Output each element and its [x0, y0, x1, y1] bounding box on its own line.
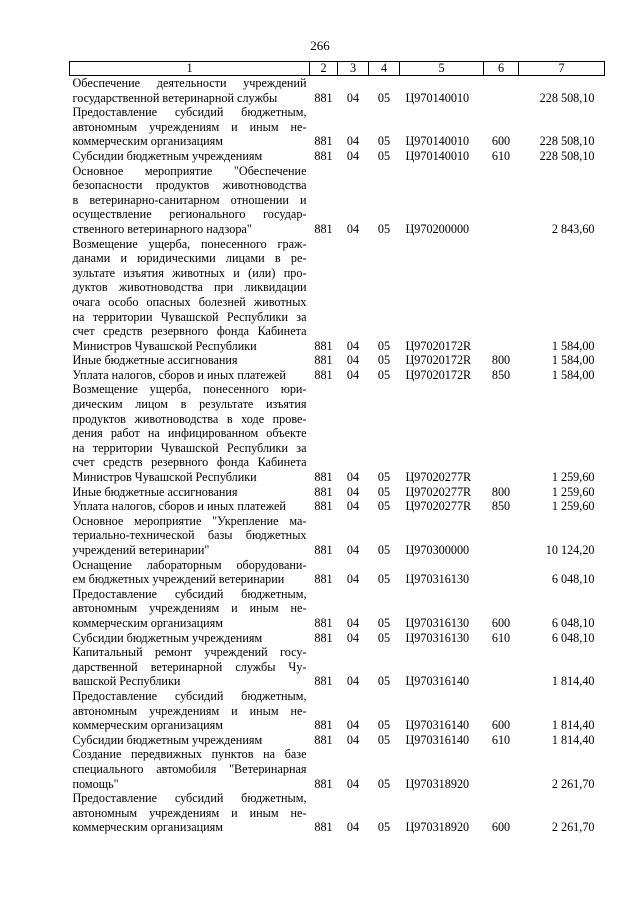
header-col-6: 6: [484, 62, 519, 76]
expense-type-code: [484, 76, 519, 106]
subsection-code: 05: [377, 732, 391, 747]
ministry-code: 881: [314, 90, 333, 105]
table-row: [70, 747, 605, 791]
row-description: [70, 76, 310, 106]
row-description: [70, 164, 310, 237]
expense-type-code: [484, 382, 519, 484]
ministry-code: 881: [314, 718, 333, 733]
table-row: [70, 791, 605, 835]
amount: 1 259,60: [551, 470, 595, 485]
subsection-code: 05: [377, 572, 391, 587]
table-header: [70, 62, 605, 76]
table-row: [70, 631, 605, 646]
ministry-code: 881: [314, 134, 333, 149]
description-line: Иные бюджетные ассигнования: [72, 484, 238, 499]
subsection-code: 05: [377, 367, 391, 382]
amount: 1 814,40: [551, 674, 595, 689]
subsection-code: 05: [377, 148, 391, 163]
description-line: государственной ветеринарной службы: [72, 90, 278, 105]
row-description: [70, 499, 310, 514]
row-description: [70, 645, 310, 689]
target-article-code: Ц97020277R: [405, 499, 472, 514]
description-line: Предоставление субсидий бюджетным,: [72, 791, 307, 806]
amount: 1 814,40: [551, 732, 595, 747]
amount: 2 843,60: [551, 221, 595, 236]
description-line: Субсидии бюджетным учреждениям: [72, 148, 263, 163]
description-line: в ветеринарно-санитарном отношении и: [72, 192, 307, 207]
ministry-code: 881: [314, 776, 333, 791]
row-description: [70, 368, 310, 383]
amount: 1 584,00: [551, 367, 595, 382]
target-article-code: Ц970140010: [405, 90, 470, 105]
ministry-code: 881: [314, 674, 333, 689]
description-line: автономным учреждениям и иным не-: [72, 805, 307, 820]
expense-type-code: [484, 645, 519, 689]
expense-type-code: 850: [491, 367, 511, 382]
table-row: [70, 164, 605, 237]
section-code: 04: [346, 221, 360, 236]
amount: 1 584,00: [551, 338, 595, 353]
row-description: [70, 237, 310, 354]
table-row: [70, 237, 605, 354]
header-col-1: 1: [70, 62, 310, 76]
section-code: 04: [346, 484, 360, 499]
header-row: [70, 62, 605, 76]
description-line: териально-технической базы бюджетных: [72, 528, 307, 543]
target-article-code: Ц970316130: [405, 615, 470, 630]
description-line: помощь": [72, 776, 119, 791]
row-description: [70, 105, 310, 149]
subsection-code: 05: [377, 630, 391, 645]
subsection-code: 05: [377, 338, 391, 353]
description-line: дическим лицом в результате изъятия: [72, 397, 307, 412]
description-line: Министров Чувашской Республики: [72, 338, 257, 353]
amount: 6 048,10: [551, 630, 595, 645]
description-line: автономным учреждениям и иным не-: [72, 119, 307, 134]
header-col-5: 5: [400, 62, 484, 76]
amount: 1 584,00: [551, 353, 595, 368]
description-line: Создание передвижных пунктов на базе: [72, 747, 307, 762]
ministry-code: 881: [314, 820, 333, 835]
table-row: [70, 499, 605, 514]
ministry-code: 881: [314, 615, 333, 630]
description-line: безопасности продуктов животноводства: [72, 178, 307, 193]
target-article-code: Ц97020172R: [405, 338, 472, 353]
row-description: [70, 558, 310, 587]
amount: 228 508,10: [539, 148, 595, 163]
expense-type-code: 800: [491, 484, 511, 499]
table-row: [70, 149, 605, 164]
amount: 6 048,10: [551, 615, 595, 630]
table-row: [70, 558, 605, 587]
section-code: 04: [346, 543, 360, 557]
description-line: вашской Республики: [72, 674, 181, 689]
description-line: ственного ветеринарного надзора": [72, 221, 252, 236]
row-description: [70, 791, 310, 835]
table-row: [70, 105, 605, 149]
expense-type-code: 610: [491, 630, 511, 645]
budget-table-container: [69, 61, 604, 835]
subsection-code: 05: [377, 353, 391, 368]
table-row: [70, 76, 605, 106]
table-row: [70, 353, 605, 368]
description-line: коммерческим организациям: [72, 820, 223, 835]
section-code: 04: [346, 820, 360, 835]
description-line: осуществление регионального государ-: [72, 207, 307, 222]
expense-type-code: [484, 558, 519, 587]
ministry-code: 881: [314, 630, 333, 645]
ministry-code: 881: [314, 572, 333, 587]
row-description: [70, 382, 310, 484]
description-line: очага особо опасных болезней животных: [72, 294, 307, 309]
description-line: коммерческим организациям: [72, 134, 223, 149]
section-code: 04: [346, 615, 360, 630]
description-line: Основное мероприятие "Укрепление ма-: [72, 513, 307, 528]
section-code: 04: [346, 353, 360, 368]
subsection-code: 05: [377, 543, 391, 557]
target-article-code: Ц970300000: [405, 543, 470, 557]
expense-type-code: 600: [491, 718, 511, 733]
amount: 1 814,40: [551, 718, 595, 733]
description-line: зультате изъятия животных и (или) про-: [72, 265, 307, 280]
amount: 10 124,20: [545, 543, 595, 557]
description-line: автономным учреждениям и иным не-: [72, 703, 307, 718]
table-row: [70, 514, 605, 558]
ministry-code: 881: [314, 148, 333, 163]
target-article-code: Ц970318920: [405, 820, 470, 835]
description-line: Иные бюджетные ассигнования: [72, 353, 238, 368]
section-code: 04: [346, 776, 360, 791]
description-line: Министров Чувашской Республики: [72, 470, 257, 485]
section-code: 04: [346, 499, 360, 514]
subsection-code: 05: [377, 776, 391, 791]
description-line: учреждений ветеринарии": [72, 543, 210, 557]
target-article-code: Ц970316130: [405, 630, 470, 645]
section-code: 04: [346, 732, 360, 747]
expense-type-code: 850: [491, 499, 511, 514]
description-line: Уплата налогов, сборов и иных платежей: [72, 499, 286, 514]
header-col-7: 7: [519, 62, 605, 76]
subsection-code: 05: [377, 718, 391, 733]
target-article-code: Ц97020172R: [405, 353, 472, 368]
table-row: [70, 382, 605, 484]
subsection-code: 05: [377, 820, 391, 835]
section-code: 04: [346, 90, 360, 105]
amount: 2 261,70: [551, 776, 595, 791]
description-line: Оснащение лабораторным оборудовани-: [72, 557, 307, 572]
section-code: 04: [346, 718, 360, 733]
ministry-code: 881: [314, 367, 333, 382]
target-article-code: Ц97020277R: [405, 470, 472, 485]
section-code: 04: [346, 470, 360, 485]
section-code: 04: [346, 572, 360, 587]
table-row: [70, 587, 605, 631]
description-line: автономным учреждениям и иным не-: [72, 601, 307, 616]
ministry-code: 881: [314, 338, 333, 353]
target-article-code: Ц970316140: [405, 674, 470, 689]
subsection-code: 05: [377, 499, 391, 514]
target-article-code: Ц970200000: [405, 221, 470, 236]
description-line: ем бюджетных учреждений ветеринарии: [72, 572, 285, 587]
description-line: Капитальный ремонт учреждений госу-: [72, 645, 307, 660]
ministry-code: 881: [314, 732, 333, 747]
description-line: на территории Чувашской Республики за: [72, 309, 307, 324]
ministry-code: 881: [314, 484, 333, 499]
budget-table: [69, 61, 605, 835]
target-article-code: Ц970316140: [405, 718, 470, 733]
description-line: счет средств резервного фонда Кабинета: [72, 455, 307, 470]
section-code: 04: [346, 338, 360, 353]
ministry-code: 881: [314, 470, 333, 485]
description-line: Основное мероприятие "Обеспечение: [72, 163, 307, 178]
row-description: [70, 631, 310, 646]
description-line: Предоставление субсидий бюджетным,: [72, 586, 307, 601]
ministry-code: 881: [314, 353, 333, 368]
expense-type-code: 600: [491, 820, 511, 835]
row-description: [70, 689, 310, 733]
description-line: дуктов животноводства при ликвидации: [72, 280, 307, 295]
description-line: Обеспечение деятельности учреждений: [72, 76, 307, 90]
description-line: Предоставление субсидий бюджетным,: [72, 688, 307, 703]
table-row: [70, 645, 605, 689]
expense-type-code: [484, 747, 519, 791]
ministry-code: 881: [314, 499, 333, 514]
section-code: 04: [346, 148, 360, 163]
row-description: [70, 514, 310, 558]
ministry-code: 881: [314, 221, 333, 236]
amount: 2 261,70: [551, 820, 595, 835]
target-article-code: Ц970140010: [405, 148, 470, 163]
target-article-code: Ц970318920: [405, 776, 470, 791]
subsection-code: 05: [377, 615, 391, 630]
table-body: [70, 76, 605, 835]
table-row: [70, 368, 605, 383]
section-code: 04: [346, 367, 360, 382]
subsection-code: 05: [377, 484, 391, 499]
amount: 228 508,10: [539, 90, 595, 105]
target-article-code: Ц97020172R: [405, 367, 472, 382]
target-article-code: Ц970140010: [405, 134, 470, 149]
header-col-2: 2: [310, 62, 338, 76]
row-description: [70, 747, 310, 791]
description-line: Возмещение ущерба, понесенного юри-: [72, 382, 307, 397]
description-line: продуктов животноводства в ходе прове-: [72, 411, 307, 426]
subsection-code: 05: [377, 134, 391, 149]
section-code: 04: [346, 630, 360, 645]
expense-type-code: 610: [491, 148, 511, 163]
amount: 228 508,10: [539, 134, 595, 149]
target-article-code: Ц970316130: [405, 572, 470, 587]
row-description: [70, 149, 310, 164]
description-line: коммерческим организациям: [72, 615, 223, 630]
target-article-code: Ц97020277R: [405, 484, 472, 499]
description-line: Субсидии бюджетным учреждениям: [72, 732, 263, 747]
description-line: Предоставление субсидий бюджетным,: [72, 105, 307, 120]
expense-type-code: [484, 237, 519, 354]
section-code: 04: [346, 134, 360, 149]
expense-type-code: 610: [491, 732, 511, 747]
expense-type-code: [484, 164, 519, 237]
description-line: специального автомобиля "Ветеринарная: [72, 761, 307, 776]
description-line: на территории Чувашской Республики за: [72, 440, 307, 455]
expense-type-code: 600: [491, 615, 511, 630]
table-row: [70, 689, 605, 733]
ministry-code: 881: [314, 543, 333, 557]
subsection-code: 05: [377, 221, 391, 236]
amount: 6 048,10: [551, 572, 595, 587]
table-row: [70, 485, 605, 500]
row-description: [70, 733, 310, 748]
description-line: дарственной ветеринарной службы Чу-: [72, 659, 307, 674]
description-line: Возмещение ущерба, понесенного граж-: [72, 236, 307, 251]
subsection-code: 05: [377, 674, 391, 689]
row-description: [70, 353, 310, 368]
description-line: Субсидии бюджетным учреждениям: [72, 630, 263, 645]
section-code: 04: [346, 674, 360, 689]
description-line: Уплата налогов, сборов и иных платежей: [72, 367, 286, 382]
amount: 1 259,60: [551, 499, 595, 514]
description-line: данами и юридическими лицами в ре-: [72, 251, 307, 266]
subsection-code: 05: [377, 470, 391, 485]
amount: 1 259,60: [551, 484, 595, 499]
description-line: коммерческим организациям: [72, 718, 223, 733]
row-description: [70, 485, 310, 500]
expense-type-code: 600: [491, 134, 511, 149]
header-col-3: 3: [338, 62, 369, 76]
description-line: счет средств резервного фонда Кабинета: [72, 324, 307, 339]
expense-type-code: [484, 514, 519, 558]
target-article-code: Ц970316140: [405, 732, 470, 747]
expense-type-code: 800: [491, 353, 511, 368]
page-number: 266: [310, 38, 330, 53]
table-row: [70, 733, 605, 748]
subsection-code: 05: [377, 90, 391, 105]
row-description: [70, 587, 310, 631]
header-col-4: 4: [369, 62, 400, 76]
description-line: дения работ на инфицированном объекте: [72, 426, 307, 441]
